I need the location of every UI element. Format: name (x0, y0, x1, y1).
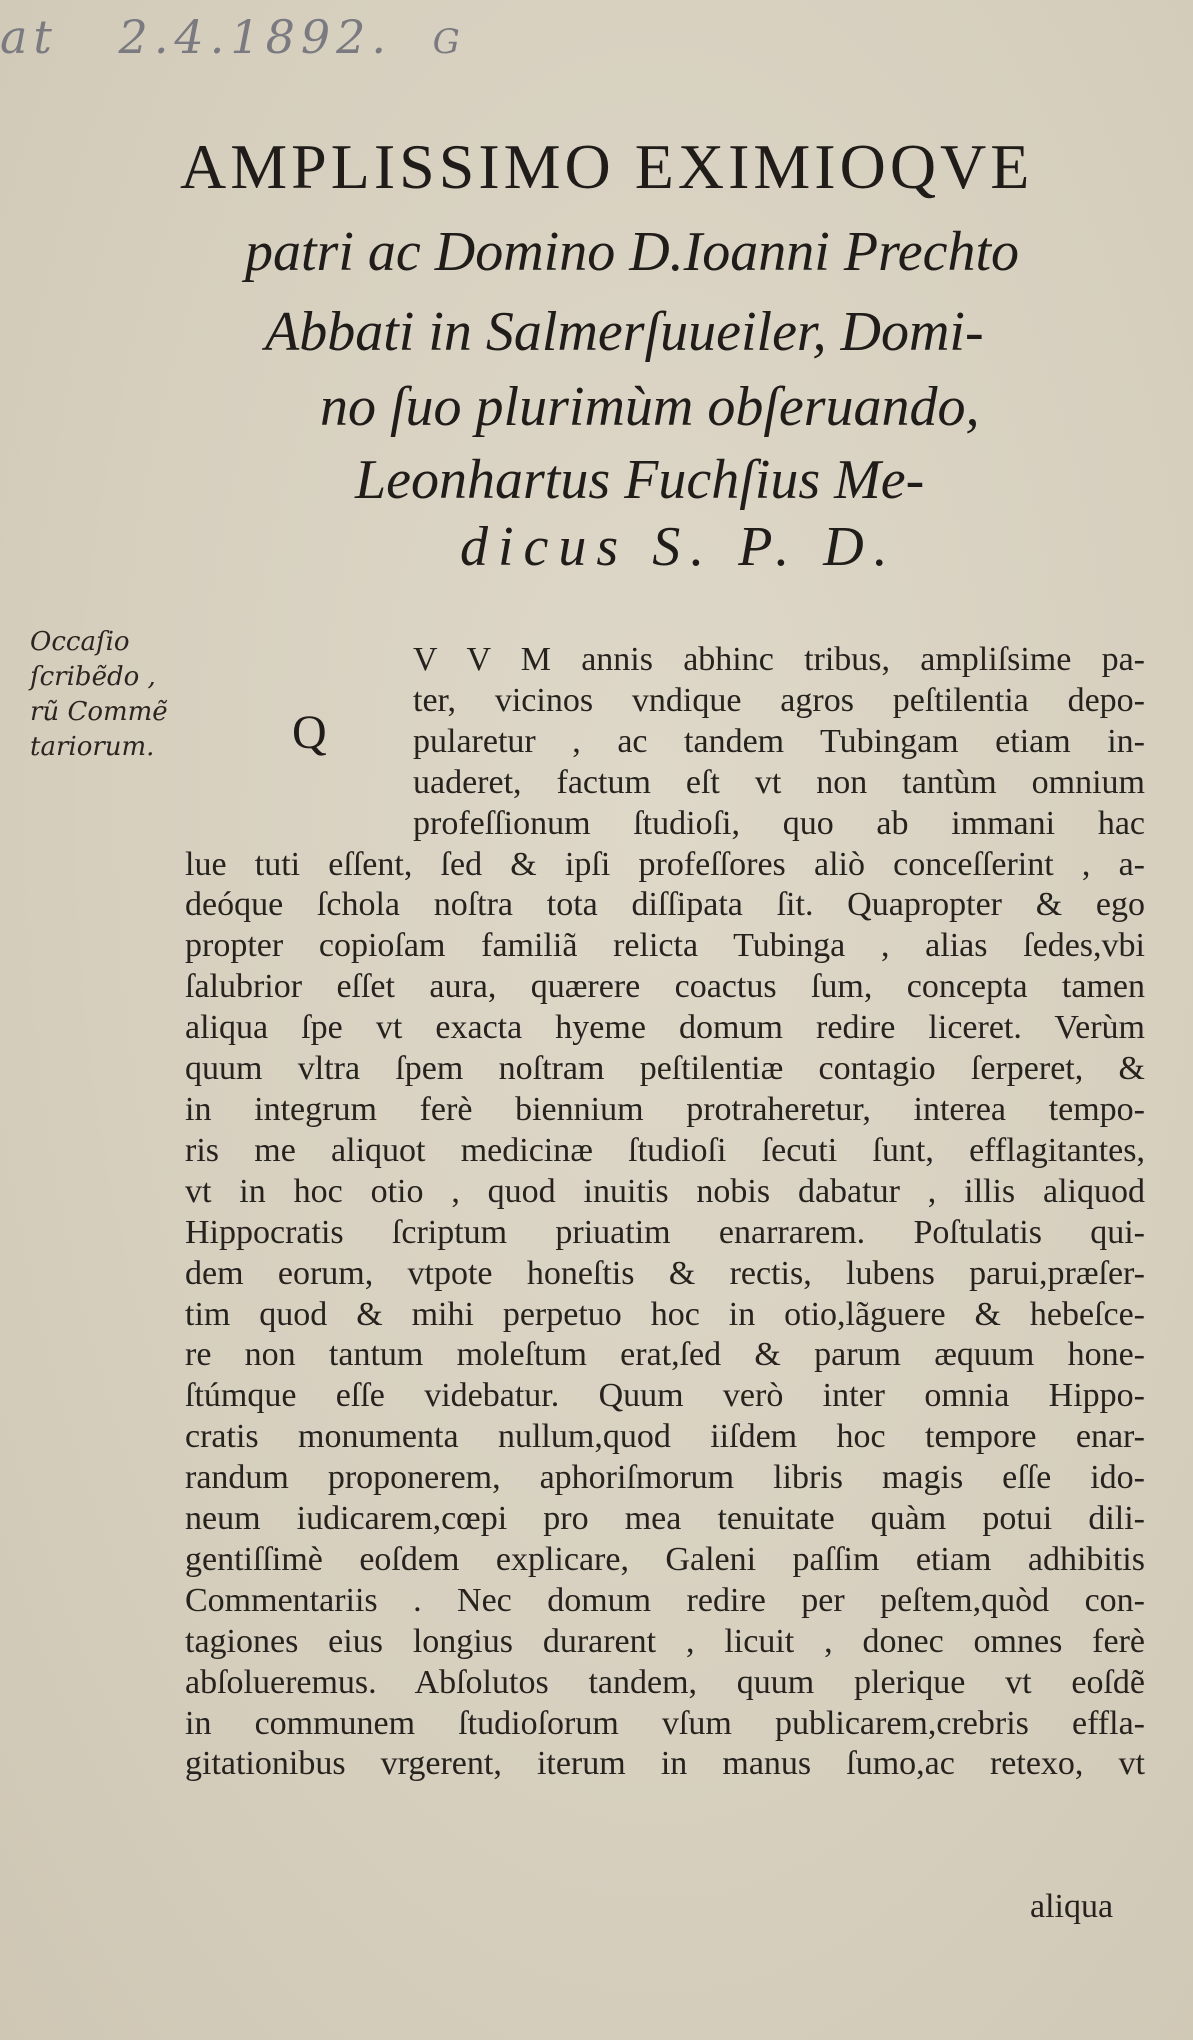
margin-note (30, 625, 200, 765)
body-line: in communem ſtudioſorum vſum publicarem,crebris effla- (185, 1704, 1145, 1742)
body-line: ter, vicinos vndique agros peſtilentia depo- (413, 681, 1145, 719)
body-line: propter copioſam familiã relicta Tubinga , alias ſedes,vbi (185, 927, 1145, 965)
body-line: Hippocratis ſcriptum priuatim enarrarem. Poſtulatis qui- (185, 1213, 1145, 1251)
body-line: deóque ſchola noſtra tota diſſipata ſit. Quapropter & ego (185, 886, 1145, 924)
body-line: V V M annis abhinc tribus, ampliſsime pa- (413, 641, 1145, 678)
stamp-date: 2.4.1892. (118, 10, 393, 64)
margin-note-line: tariorum. (30, 732, 155, 762)
dedication-title: AMPLISSIMO EXIMIOQVE (180, 131, 1034, 202)
body-text (185, 640, 1145, 1785)
body-line: ſtúmque eſſe videbatur. Quum verò inter omnia Hippo- (185, 1377, 1145, 1415)
body-line: gentiſſimè eoſdem explicare, Galeni paſſim etiam adhibitis (185, 1540, 1145, 1578)
margin-note-line: ſcribẽdo , (30, 662, 156, 692)
body-line: pularetur , ac tandem Tubingam etiam in- (413, 722, 1145, 760)
margin-note-line: Occaſio (30, 627, 130, 657)
library-stamp (0, 10, 466, 64)
body-line: Commentariis . Nec domum redire per peſtem,quòd con- (185, 1581, 1145, 1619)
body-line: ſalubrior eſſet aura, quærere coactus ſum, concepta tamen (185, 968, 1145, 1006)
body-line: profeſſionum ſtudioſi, quo ab immani hac (413, 804, 1145, 842)
body-line: vt in hoc otio , quod inuitis nobis dabatur , illis aliquod (185, 1172, 1145, 1210)
catchword: aliqua (1030, 1888, 1114, 1925)
body-line: cratis monumenta nullum,quod iiſdem hoc tempore enar- (185, 1418, 1145, 1456)
dedication-line-5: Leonhartus Fuchſius Me- (355, 449, 925, 511)
body-line: in integrum ferè biennium protraheretur, interea tempo- (185, 1090, 1145, 1128)
body-line: aliqua ſpe vt exacta hyeme domum redire liceret. Verùm (185, 1009, 1145, 1047)
body-line: uaderet, factum eſt vt non tantùm omnium (413, 763, 1145, 801)
body-line: tim quod & mihi perpetuo hoc in otio,lãguere & hebeſce- (185, 1295, 1145, 1333)
body-line: abſolueremus. Abſolutos tandem, quum plerique vt eoſdẽ (185, 1663, 1145, 1701)
dedication-line-4: no ſuo plurimùm obſeruando, (320, 376, 980, 438)
body-line: quum vltra ſpem noſtram peſtilentiæ contagio ſerperet, & (185, 1050, 1145, 1088)
body-line: dem eorum, vtpote honeſtis & rectis, lubens parui,præſer- (185, 1254, 1145, 1292)
dedication-line-6: dicus S. P. D. (460, 516, 898, 578)
body-line: re non tantum moleſtum erat,ſed & parum æquum hone- (185, 1336, 1145, 1374)
margin-note-line: rũ Commẽ (30, 697, 168, 727)
body-line: randum proponerem, aphoriſmorum libris magis eſſe ido- (185, 1459, 1145, 1497)
body-line: neum iudicarem,cœpi pro mea tenuitate quàm potui dili- (185, 1500, 1145, 1538)
stamp-mark: G (432, 22, 466, 62)
drop-capital: Q (292, 706, 327, 759)
stamp-prefix: at (0, 10, 58, 64)
body-line: lue tuti eſſent, ſed & ipſi profeſſores aliò conceſſerint , a- (185, 845, 1145, 883)
body-line: ris me aliquot medicinæ ſtudioſi ſecuti ſunt, efflagitantes, (185, 1131, 1145, 1169)
dedication-line-3: Abbati in Salmerſuueiler, Domi- (265, 301, 984, 363)
dedication-line-2: patri ac Domino D.Ioanni Prechto (245, 221, 1020, 283)
body-line: gitationibus vrgerent, iterum in manus ſumo,ac retexo, vt (185, 1745, 1145, 1783)
body-line: tagiones eius longius durarent , licuit , donec omnes ferè (185, 1622, 1145, 1660)
